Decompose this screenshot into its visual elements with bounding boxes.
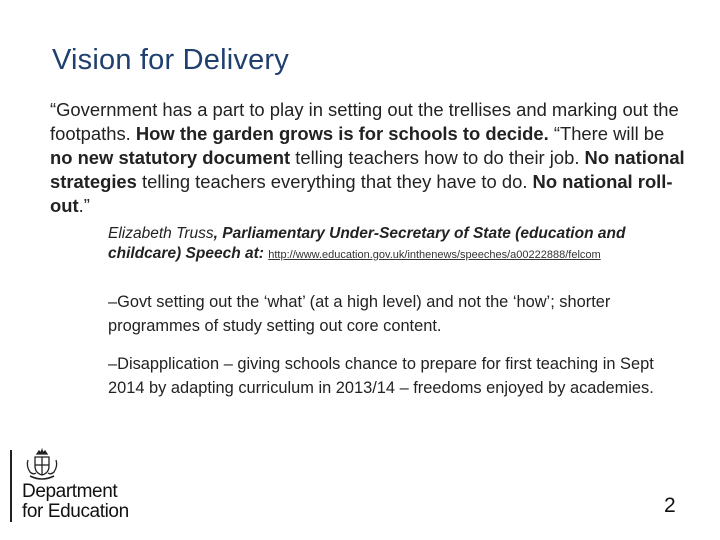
quote-bold-1: How the garden grows is for schools to decide. [135, 123, 549, 144]
quote-text-5: .” [78, 195, 90, 216]
quote-text-4: telling teachers everything that they have to do. [136, 171, 533, 192]
quote-bold-4: No national roll-out [50, 171, 673, 216]
logo-divider [10, 450, 12, 522]
quote-paragraph [50, 98, 690, 218]
quote-bold-3: No national strategies [50, 147, 685, 192]
quote-text-1: “Government has a part to play in setting out the trellises and marking out the footpaths. [50, 99, 679, 144]
quote-bold-2: no new statutory document [50, 147, 291, 168]
royal-crest-icon [24, 448, 60, 482]
attribution [108, 224, 688, 265]
page-number: 2 [664, 494, 676, 517]
speaker-name: Elizabeth Truss [108, 225, 214, 242]
dfe-logo [10, 446, 135, 526]
logo-line-2: for Education [22, 501, 129, 522]
logo-text [22, 482, 129, 522]
logo-line-1: Department [22, 481, 118, 502]
bullet-item-1: –Govt setting out the ‘what’ (at a high level) and not the ‘how’; shorter programmes of study setting out core content. [108, 293, 611, 335]
slide-title: Vision for Delivery [52, 44, 289, 76]
speech-link[interactable]: http://www.education.gov.uk/inthenews/speeches/a00222888/felcom [268, 249, 601, 261]
bullet-item-2: –Disapplication – giving schools chance to prepare for first teaching in Sept 2014 by adapting curriculum in 2013/14 – freedoms enjoyed by academies. [108, 355, 654, 397]
quote-text-3: telling teachers how to do their job. [290, 147, 585, 168]
speaker-role: , Parliamentary Under-Secretary of State (education and childcare) Speech at: [108, 225, 626, 262]
quote-text-2: “There will be [548, 123, 665, 144]
